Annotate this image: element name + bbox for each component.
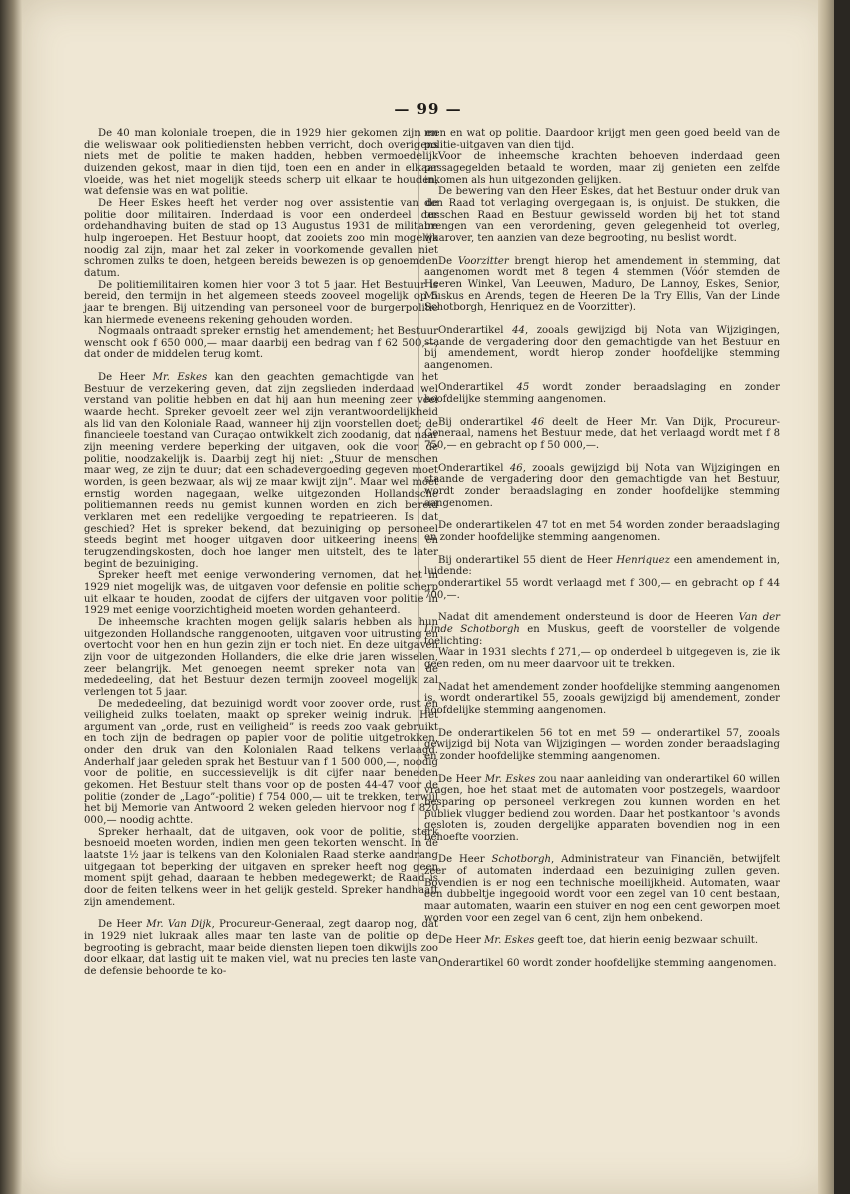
paragraph-lead: Nadat dit amendement ondersteund is door de Heeren bbox=[438, 612, 739, 624]
paragraph bbox=[84, 699, 438, 827]
paragraph-text: brengt hierop het amendement in stemming, dat aangenomen wordt met 8 tegen 4 stemmen (Vóór stemden de Heeren Winkel, Van Leeuwen, Maduro, De Lannoy, Eskes, Senior, Muskus en Arends, tegen de Heeren De la Try Ellis, Van der Linde Schotborgh, Henriquez en de Voorzitter). bbox=[424, 255, 781, 314]
paragraph-lead: Onderartikel bbox=[438, 382, 517, 394]
paragraph bbox=[424, 728, 780, 763]
paragraph bbox=[84, 919, 438, 977]
paragraph-text: , zooals gewijzigd bij Nota van Wijzigingen, staande de vergadering door den gemachtigde van het Bestuur en bij amendement, wordt hierop zonder hoofdelijke stemming aangenomen. bbox=[424, 324, 780, 371]
paragraph bbox=[84, 617, 438, 699]
paragraph-text: en Muskus, geeft de voorsteller de volgende toelichting: bbox=[424, 623, 780, 647]
page-number: — 99 — bbox=[394, 100, 462, 118]
paragraph-text: Nadat het amendement zonder hoofdelijke stemming aangenomen is, wordt onderartikel 55, zooals gewijzigd bij amendement, zonder hoofdelijke stemming aangenomen. bbox=[424, 681, 780, 716]
speaker-name: Mr. Eskes bbox=[484, 935, 535, 947]
paragraph-text: onderartikel 55 wordt verlaagd met f 300,— en gebracht op f 44 700,—. bbox=[424, 578, 780, 601]
page-edge bbox=[818, 0, 834, 1194]
paragraph-text: geeft toe, dat hierin eenig bezwaar schuilt. bbox=[534, 935, 759, 947]
speaker-name: Voorzitter bbox=[457, 255, 509, 267]
paragraph-lead: De Heer bbox=[438, 935, 485, 947]
paragraph bbox=[84, 128, 438, 198]
paragraph bbox=[84, 280, 438, 327]
paragraph-text: , Administrateur van Financiën, betwijfelt zeer of automaten inderdaad een bezuiniging zullen geven. Bovendien is er nog een technische moeilijkheid. Automaten, waar een dubbeltje ingegooid wordt voor een zegel van 10 cent bestaan, maar automaten, waarin een stuiver en nog een cent geworpen moet worden voor een zegel van 6 cent, zijn hem onbekend. bbox=[424, 854, 780, 924]
paragraph bbox=[84, 198, 438, 280]
paragraph bbox=[84, 372, 438, 570]
speaker-name: Van der Linde Schotborgh bbox=[424, 612, 780, 635]
paragraph-text: De inheemsche krachten mogen gelijk salaris hebben als hun uitgezonden Hollandsche ranggenooten, uitgaven voor uitrusting en overtocht voor hen en hun gezin zijn er toch niet. En deze uitgaven zijn voor de uitgezonden Hollanders, die elke drie jaren wisselen, zeer belangrijk. Met genoegen neemt spreker nota van de mededeeling, dat het Bestuur dezen termijn zooveel mogelijk zal verlengen tot 5 jaar. bbox=[84, 616, 438, 698]
paragraph-text: De onderartikelen 47 tot en met 54 worden zonder beraadslaging en zonder hoofdelijke stemming aangenomen. bbox=[424, 520, 780, 544]
paragraph-text: Onderartikel 60 wordt zonder hoofdelijke stemming aangenomen. bbox=[438, 958, 777, 970]
paragraph-text: kan den geachten gemachtigde van het Bestuur de verzekering geven, dat zijn zegslieden inderdaad wel verstand van politie hebben en dat hij aan hun meening zeer veel waarde hecht. Spreker gevoelt zeer wel zijn verantwoordelijkheid als lid van den Koloniale Raad, wanneer hij zijn voorstellen doet; de financieele toestand van Curaçao ontwikkelt zich zoodanig, dat naar zijn meening verdere beperking der uitgaven, ook die voor de politie, noodzakelijk is. Daarbij zegt hij niet: „Stuur de menschen maar weg, ze zijn te duur; dat een schadevergoeding gegeven moet worden, is geen bezwaar, als wij ze maar kwijt zijn”. Maar wel moet ernstig worden nagegaan, welke uitgezonden Hollandsche politiemannen reeds nu gemist kunnen worden en zich bereid verklaren met een redelijke vergoeding te repatrieeren. Is dat geschied? Het is spreker bekend, dat bezuiniging op personeel steeds begint met hooger uitgaven door uitkeering ineens en terugzendingskosten, doch hoe langer men uitstelt, des te later begint de bezuiniging. bbox=[84, 372, 438, 570]
paragraph bbox=[84, 827, 438, 909]
speaker-name: 46 bbox=[509, 462, 523, 474]
paragraph-text: deelt de Heer Mr. Van Dijk, Procureur-Generaal, namens het Bestuur mede, dat het verlaagd wordt met f 8 750,— en gebracht op f 50 000,—. bbox=[424, 416, 780, 452]
book-spine bbox=[0, 0, 22, 1194]
speaker-name: Mr. Eskes bbox=[484, 773, 536, 785]
paragraph bbox=[424, 612, 780, 647]
document-page bbox=[22, 0, 834, 1194]
paragraph-lead: Onderartikel bbox=[438, 324, 513, 336]
paragraph-text: , zooals gewijzigd bij Nota van Wijzigingen en staande de vergadering door den gemachtigde van het Bestuur, wordt zonder beraadslaging en zonder hoofdelijke stemming aangenomen. bbox=[424, 462, 780, 509]
paragraph-lead: Bij onderartikel bbox=[438, 416, 532, 428]
paragraph-text: De 40 man koloniale troepen, die in 1929 hier gekomen zijn en die weliswaar ook politiediensten hebben verricht, doch overigens niets met de politie te maken hadden, hebben vermoedelijk duizenden gekost, maar in dien tijd, toen een en ander in elkaar vloeide, was het niet mogelijk steeds scherp uit elkaar te houden, wat defensie was en wat politie. bbox=[84, 128, 438, 198]
paragraph-text: Waar in 1931 slechts f 271,— op onderdeel b uitgegeven is, zie ik geen reden, om nu meer daarvoor uit te trekken. bbox=[424, 647, 780, 670]
paragraph-text: Nogmaals ontraadt spreker ernstig het amendement; het Bestuur wenscht ook f 650 000,— maar daarbij een bedrag van f 62 500,—, dat onder de middelen terug komt. bbox=[84, 326, 438, 361]
paragraph-text: , Procureur-Generaal, zegt daarop nog, dat in 1929 niet lukraak alles maar ten laste van de politie op de begrooting is gebracht, maar beide diensten liepen toen dikwijls zoo door elkaar, dat lastig uit te maken viel, wat nu precies ten laste van de defensie behoorde te ko- bbox=[84, 919, 438, 977]
paragraph bbox=[424, 128, 780, 151]
paragraph-text: De bewering van den Heer Eskes, dat het Bestuur onder druk van den Raad tot verlaging overgegaan is, is onjuist. De stukken, die tusschen Raad en Bestuur gewisseld worden bij het tot stand brengen van een verordening, geven gelegenheid tot overleg, waarover, ten aanzien van deze begrooting, nu beslist wordt. bbox=[424, 186, 780, 244]
paragraph bbox=[424, 774, 780, 844]
paragraph-lead: De Heer bbox=[438, 854, 492, 866]
paragraph-text: wordt zonder beraadslaging en zonder hoofdelijke stemming aangenomen. bbox=[424, 382, 780, 406]
paragraph-lead: Onderartikel bbox=[438, 462, 510, 474]
paragraph-text: een amendement in, luidende: bbox=[424, 554, 780, 578]
paragraph-text: De politiemilitairen komen hier voor 3 tot 5 jaar. Het Bestuur is bereid, den termijn in het algemeen steeds zooveel mogelijk op 5 jaar te brengen. Bij uitzending van personeel voor de burgerpolitie kan hiermede eveneens rekening gehouden worden. bbox=[84, 279, 438, 326]
paragraph-text: Spreker herhaalt, dat de uitgaven, ook voor de politie, sterk besnoeid moeten worden, indien men geen tekorten wenscht. In de laatste 1½ jaar is telkens van den Kolonialen Raad sterke aandrang uitgegaan tot beperking der uitgaven en spreker heeft nog geen moment spijt gehad, daaraan te hebben medegewerkt; de Raad is door de feiten telkens weer in het gelijk gesteld. Spreker handhaaft zijn amendement. bbox=[84, 826, 438, 908]
speaker-name: Mr. Van Dijk bbox=[146, 919, 212, 931]
paragraph bbox=[424, 578, 780, 601]
speaker-name: Mr. Eskes bbox=[152, 372, 208, 384]
paragraph bbox=[424, 935, 780, 947]
paragraph bbox=[424, 256, 780, 314]
paragraph-lead: De Heer bbox=[438, 773, 485, 785]
paragraph-text: men en wat op politie. Daardoor krijgt men geen goed beeld van de politie-uitgaven van dien tijd. bbox=[424, 128, 780, 151]
paragraph bbox=[424, 647, 780, 670]
paragraph-lead: Bij onderartikel 55 dient de Heer bbox=[438, 554, 617, 566]
paragraph bbox=[424, 520, 780, 543]
right-column bbox=[424, 128, 780, 970]
paragraph-lead: De Heer bbox=[98, 919, 147, 931]
paragraph-text: Voor de inheemsche krachten behoeven inderdaad geen passagegelden betaald te worden, maar zij genieten een zelfde inkomen als hun uitgezonden gelijken. bbox=[424, 151, 780, 186]
paragraph bbox=[424, 958, 780, 970]
paragraph-lead: De Heer bbox=[98, 372, 153, 384]
paragraph bbox=[424, 682, 780, 717]
speaker-name: 44 bbox=[512, 324, 525, 336]
speaker-name: Henriquez bbox=[616, 554, 670, 566]
paragraph bbox=[424, 463, 780, 510]
left-column bbox=[84, 128, 438, 978]
paragraph bbox=[424, 555, 780, 578]
paragraph bbox=[424, 186, 780, 244]
paragraph bbox=[424, 382, 780, 405]
speaker-name: 45 bbox=[516, 382, 530, 394]
paragraph bbox=[424, 854, 780, 924]
paragraph-text: Spreker heeft met eenige verwondering vernomen, dat het in 1929 niet mogelijk was, de uitgaven voor defensie en politie scherp uit elkaar te houden, zoodat de cijfers der uitgaven voor politie in 1929 met eenige voorzichtigheid moeten worden gehanteerd. bbox=[84, 570, 438, 617]
speaker-name: Schotborgh bbox=[491, 854, 551, 866]
paragraph bbox=[84, 570, 438, 617]
paragraph-text: zou naar aanleiding van onderartikel 60 willen vragen, hoe het staat met de automaten voor postzegels, waardoor besparing op personeel verkregen zou kunnen worden en het publiek vlugger bediend zou worden. Daar het postkantoor 's avonds gesloten is, zouden dergelijke apparaten bovendien nog in een behoefte voorzien. bbox=[424, 773, 781, 843]
paragraph bbox=[424, 151, 780, 186]
paragraph bbox=[424, 417, 780, 452]
paragraph-lead: De bbox=[438, 255, 458, 267]
paragraph-text: De mededeeling, dat bezuinigd wordt voor zoover orde, rust en veiligheid zulks toelaten, maakt op spreker weinig indruk. Het argument van „orde, rust en veiligheid” is reeds zoo vaak gebruikt en toch zijn de bedragen op papier voor de politie uitgetrokken, onder den druk van den Kolonialen Raad telkens verlaagd. Anderhalf jaar geleden sprak het Bestuur van f 1 500 000,—, noodig voor de politie, en successievelijk is dit cijfer naar beneden gekomen. Het Bestuur stelt thans voor op de posten 44-47 voor de politie (zonder de „Lago”-politie) f 754 000,— uit te trekken, terwijl het bij Memorie van Antwoord 2 weken geleden hiervoor nog f 820 000,— noodig achtte. bbox=[84, 698, 438, 827]
paragraph bbox=[84, 326, 438, 361]
paragraph-text: De onderartikelen 56 tot en met 59 — onderartikel 57, zooals gewijzigd bij Nota van Wijzigingen — worden zonder beraadslaging en zonder hoofdelijke stemming aangenomen. bbox=[424, 727, 780, 762]
paragraph-text: De Heer Eskes heeft het verder nog over assistentie van de politie door militairen. Inderdaad is voor een onderdeel der ordehandhaving buiten de stad op 13 Augustus 1931 de militaire hulp ingeroepen. Het Bestuur hoopt, dat zooiets zoo min mogelijk noodig zal zijn, maar het zal zeker in voorkomende gevallen niet schromen zulks te doen, hetgeen bereids bewezen is op genoemden datum. bbox=[84, 197, 438, 279]
speaker-name: 46 bbox=[531, 416, 545, 428]
paragraph bbox=[424, 325, 780, 372]
